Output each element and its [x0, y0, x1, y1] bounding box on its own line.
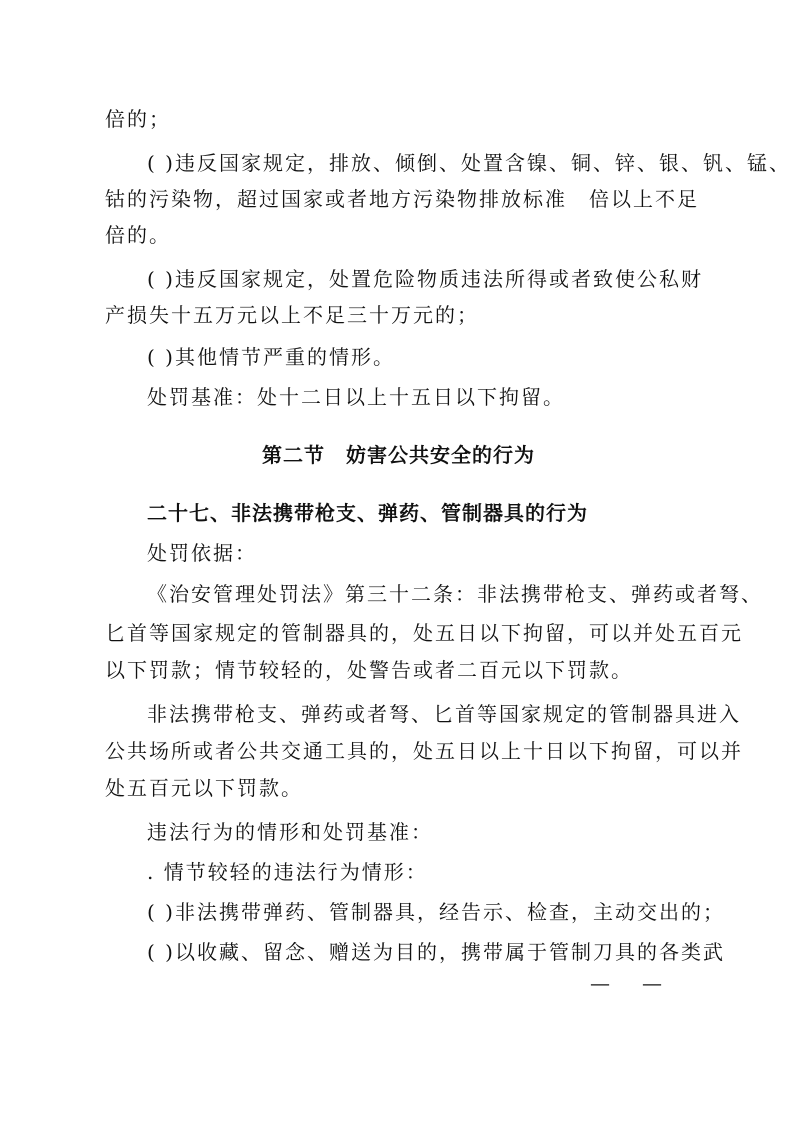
- text-line: 以下罚款；情节较轻的，处警告或者二百元以下罚款。: [105, 658, 633, 682]
- text-line: 产损失十五万元以上不足三十万元的；: [105, 303, 479, 327]
- text-line: 公共场所或者公共交通工具的，处五日以上十日以下拘留，可以并: [105, 739, 743, 763]
- text-line: ( )其他情节严重的情形。: [147, 345, 395, 369]
- text-line: ( )违反国家规定，处置危险物质违法所得或者致使公私财: [147, 267, 703, 291]
- text-line: . 情节较轻的违法行为情形：: [147, 860, 428, 884]
- text-line: 《治安管理处罚法》第三十二条：非法携带枪支、弹药或者弩、: [147, 582, 763, 606]
- text-line: 倍的；: [105, 107, 171, 131]
- text-line: ( )违反国家规定，排放、倾倒、处置含镍、铜、锌、银、钒、锰、: [147, 151, 791, 175]
- item-heading: 二十七、非法携带枪支、弹药、管制器具的行为: [147, 501, 588, 525]
- text-line: 违法行为的情形和处罚基准：: [147, 820, 433, 844]
- text-line: 非法携带枪支、弹药或者弩、匕首等国家规定的管制器具进入: [147, 702, 741, 726]
- text-line: 处罚依据：: [147, 541, 257, 565]
- page-number-dash-right: —: [642, 971, 662, 995]
- text-line: 匕首等国家规定的管制器具的，处五日以下拘留，可以并处五百元: [105, 621, 743, 645]
- text-line: 处罚基准：处十二日以上十五日以下拘留。: [147, 385, 565, 409]
- text-line: ( )以收藏、留念、赠送为目的，携带属于管制刀具的各类武: [147, 940, 725, 964]
- text-line: 处五百元以下罚款。: [105, 776, 303, 800]
- text-line: 倍的。: [105, 223, 171, 247]
- page-number-dash-left: —: [590, 971, 610, 995]
- text-line: ( )非法携带弹药、管制器具，经告示、检查，主动交出的；: [147, 900, 725, 924]
- text-line: 钴的污染物，超过国家或者地方污染物排放标准 倍以上不足: [105, 187, 699, 211]
- section-heading: 第二节 妨害公共安全的行为: [262, 443, 535, 467]
